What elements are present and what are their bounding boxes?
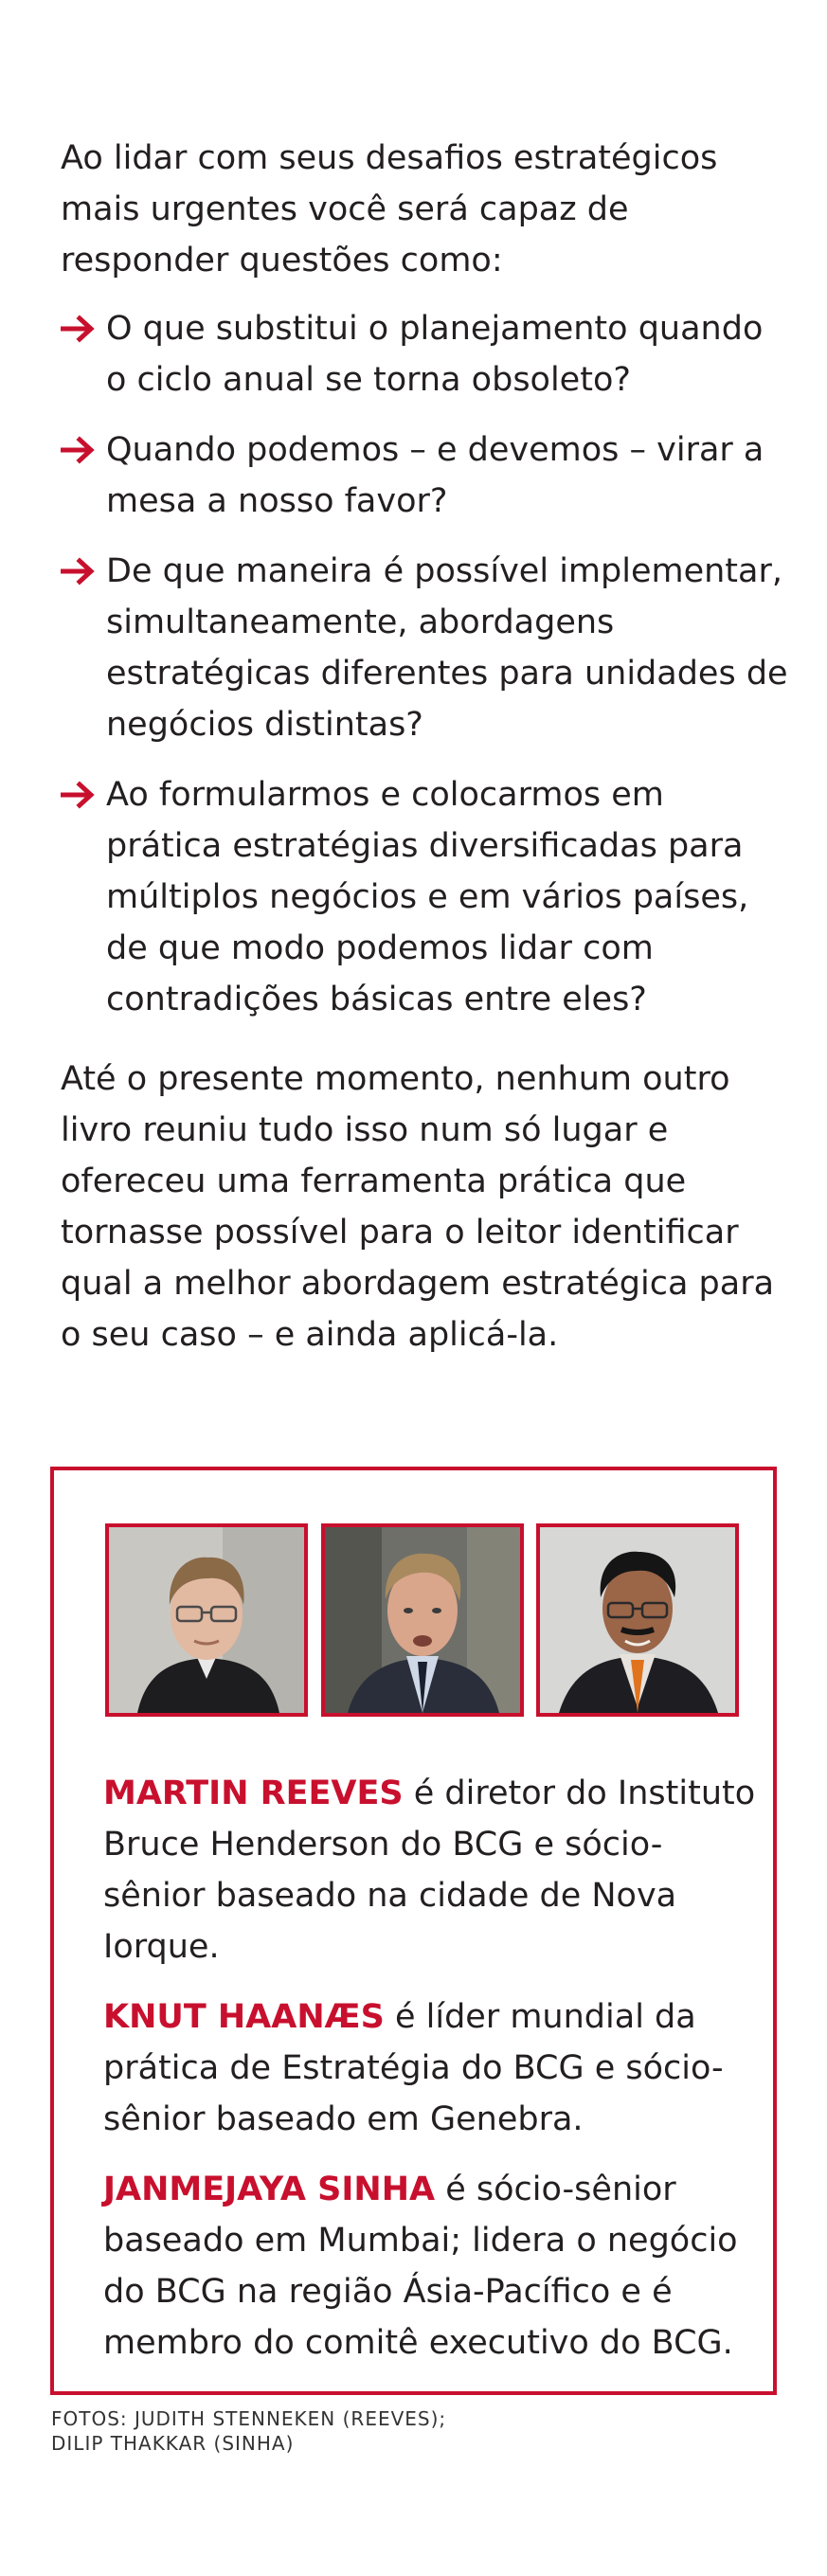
closing-paragraph: Até o presente momento, nenhum outro livro reuniu tudo isso num só lugar e ofereceu uma ferramenta prática que tornasse possível para o leitor identificar qual a melhor abordagem estratégica para o seu caso – e ainda aplicá-la. — [61, 1060, 775, 1354]
question-text: Ao formularmos e colocarmos em prática estratégias diversificadas para múltiplos negócios e em vários países, de que modo podemos lidar com contradições básicas entre eles? — [106, 776, 749, 1018]
author-bio-reeves — [103, 1768, 757, 1973]
question-item — [61, 303, 790, 405]
question-list — [61, 303, 790, 1044]
arrow-right-icon — [61, 556, 99, 586]
author-photo-reeves — [105, 1523, 308, 1717]
question-text: O que substitui o planejamento quando o ciclo anual se torna obsoleto? — [106, 310, 764, 399]
author-name: KNUT HAANÆS — [103, 1998, 385, 2036]
author-photo-sinha — [536, 1523, 739, 1717]
question-item — [61, 546, 790, 750]
photo-credit — [51, 2406, 446, 2456]
arrow-right-icon — [61, 780, 99, 810]
arrow-right-icon — [61, 314, 99, 344]
question-item — [61, 769, 790, 1025]
author-name: JANMEJAYA SINHA — [103, 2171, 436, 2208]
photo-credit-line: DILIP THAKKAR (SINHA) — [51, 2432, 295, 2455]
author-bio-text: é líder mundial da prática de Estratégia do BCG e sócio-sênior baseado em Genebra. — [103, 1998, 724, 2138]
author-bio-haanaes — [103, 1991, 757, 2145]
question-text: De que maneira é possível implementar, simultaneamente, abordagens estratégicas diferentes para unidades de negócios distintas? — [106, 552, 788, 744]
author-bio-sinha — [103, 2164, 757, 2369]
question-item — [61, 424, 790, 527]
author-bio-text: é diretor do Instituto Bruce Henderson do BCG e sócio-sênior baseado na cidade de Nova Iorque. — [103, 1774, 756, 1966]
intro-paragraph: Ao lidar com seus desafios estratégicos mais urgentes você será capaz de responder questões como: — [61, 139, 718, 279]
author-box — [50, 1467, 777, 2395]
author-bio-text: é sócio-sênior baseado em Mumbai; lidera o negócio do BCG na região Ásia-Pacífico e é membro do comitê executivo do BCG. — [103, 2171, 738, 2362]
photo-credit-line: FOTOS: JUDITH STENNEKEN (REEVES); — [51, 2407, 447, 2430]
author-name: MARTIN REEVES — [103, 1774, 404, 1812]
author-photo-haanaes — [321, 1523, 524, 1717]
arrow-right-icon — [61, 435, 99, 465]
question-text: Quando podemos – e devemos – virar a mesa a nosso favor? — [106, 431, 764, 520]
author-bios — [103, 1768, 757, 2387]
